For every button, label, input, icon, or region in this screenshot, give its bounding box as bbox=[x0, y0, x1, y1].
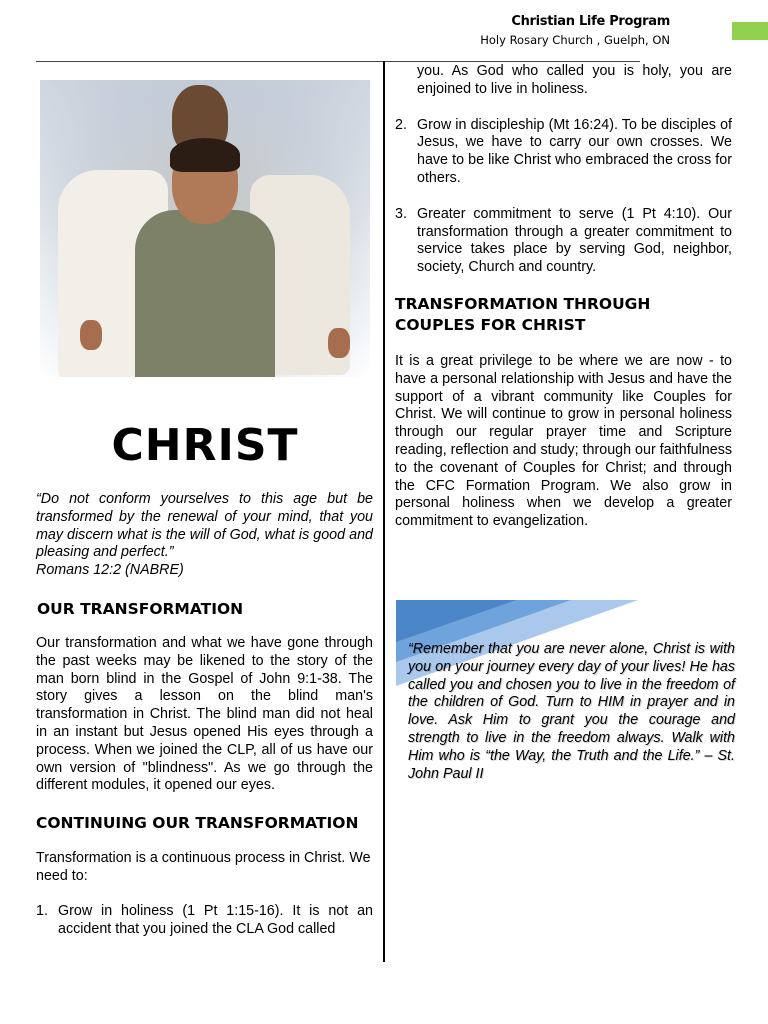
scripture-reference: Romans 12:2 (NABRE) bbox=[36, 562, 184, 579]
heading-couples-for-christ: TRANSFORMATION THROUGH COUPLES FOR CHRIST bbox=[395, 294, 651, 334]
right-column bbox=[395, 63, 732, 531]
couples-body: It is a great privilege to be where we are now - to have a personal relationship with Jesus and have the support of a vibrant community like Couples for Christ. We will continue to grow in personal holiness through our regular prayer time and Scripture reading, reflection and study; through our faithfulness to the covenant of Couples for Christ; and through the CFC Formation Program. We also grow in personal holiness when we develop a greater commitment to evangelization. bbox=[395, 352, 732, 530]
header-accent-tab bbox=[732, 22, 768, 40]
column-divider bbox=[383, 61, 385, 962]
list-item: 2. Grow in discipleship (Mt 16:24). To be disciples of Jesus, we have to carry our own crosses. We have to be like Christ who embraced the cross for others. bbox=[395, 116, 732, 186]
heading-continuing-transformation: CONTINUING OUR TRANSFORMATION bbox=[36, 814, 359, 833]
page-title: CHRIST bbox=[111, 420, 299, 471]
header-rule bbox=[36, 61, 640, 62]
our-transformation-body: Our transformation and what we have gone through the past weeks may be likened to the story of the man born blind in the Gospel of John 9:1-38. The story gives a lesson on the blind man's transformation in Christ. The blind man did not heal in an instant but Jesus opened His eyes through a process. When we joined the CLP, all of us have our own version of "blindness". As we go through the different modules, it opened our eyes. bbox=[36, 634, 373, 794]
program-title: Christian Life Program bbox=[511, 14, 670, 29]
list-item: 3. Greater commitment to serve (1 Pt 4:10). Our transformation through a greater commitment to service takes place by serving God, neighbor, society, Church and country. bbox=[395, 205, 732, 276]
church-name: Holy Rosary Church , Guelph, ON bbox=[480, 33, 670, 47]
jesus-embracing-man-image bbox=[40, 80, 370, 377]
continuing-intro: Transformation is a continuous process in Christ. We need to: bbox=[36, 850, 371, 884]
transformation-list-continued bbox=[395, 63, 732, 277]
john-paul-ii-quote: “Remember that you are never alone, Christ is with you on your journey every day of your lives! He has called you and chosen you to live in the freedom of the children of God. Turn to HIM in prayer and in love. Ask Him to grant you the courage and strength to live in the freedom always. Walk with Him who is “the Way, the Truth and the Life.” – St. John Paul II bbox=[408, 641, 735, 782]
transformation-list bbox=[36, 903, 373, 939]
left-column bbox=[36, 491, 373, 938]
scripture-quote: “Do not conform yourselves to this age but be transformed by the renewal of your mind, that you may discern what is the will of God, what is good and pleasing and perfect.” bbox=[36, 491, 373, 561]
heading-our-transformation: OUR TRANSFORMATION bbox=[37, 599, 244, 618]
list-item: you. As God who called you is holy, you are enjoined to live in holiness. bbox=[417, 63, 732, 97]
list-item: 1. Grow in holiness (1 Pt 1:15-16). It is not an accident that you joined the CLA God called bbox=[36, 902, 373, 937]
page-header bbox=[480, 14, 670, 47]
